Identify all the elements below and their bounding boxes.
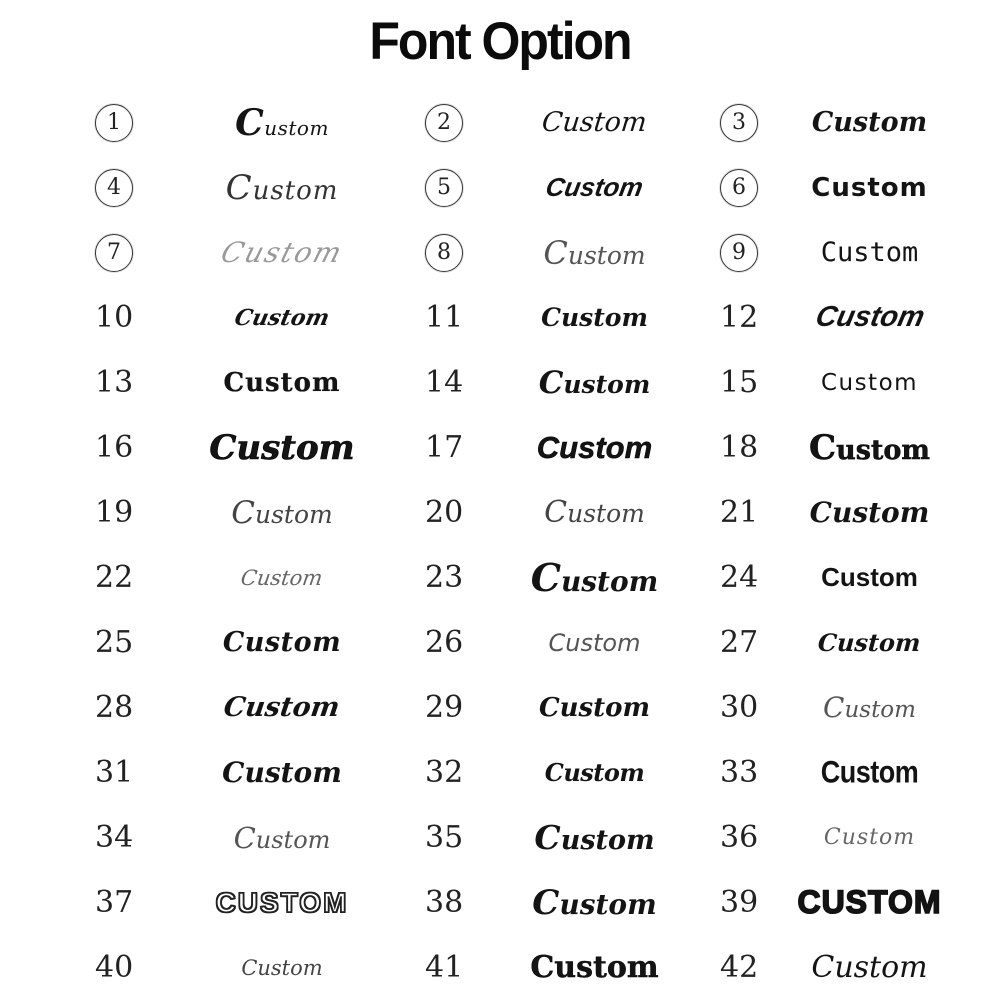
font-sample-23-looping-bold-script: Custom <box>530 555 659 600</box>
font-option-number: 12 <box>720 300 759 335</box>
font-sample-19-elegant-script: Custom <box>231 494 333 531</box>
font-sample-16-heavy-script: Custom <box>209 427 355 468</box>
font-option-item-23 <box>425 545 720 610</box>
font-sample-42-italic-serif: Custom <box>811 950 928 985</box>
font-option-item-11 <box>425 285 720 350</box>
font-option-item-9 <box>720 220 975 285</box>
font-sample-20-light-italic-script: Custom <box>544 495 645 530</box>
font-option-item-29 <box>425 675 720 740</box>
font-sample-28-bold-italic-script: Custom <box>222 692 342 723</box>
font-option-item-6 <box>720 155 975 220</box>
font-option-item-41 <box>425 935 720 1000</box>
font-option-number: 24 <box>720 560 759 595</box>
font-sample-12-bold-marker-italic: Custom <box>812 301 927 333</box>
font-option-number: 25 <box>95 625 134 660</box>
font-option-number: 2 <box>425 104 483 142</box>
font-option-number: 37 <box>95 885 134 920</box>
font-option-item-26 <box>425 610 720 675</box>
font-sample-41-heavy-serif: Custom <box>530 950 659 985</box>
font-option-item-17 <box>425 415 720 480</box>
font-option-number: 11 <box>425 300 464 335</box>
font-option-item-10 <box>95 285 425 350</box>
font-option-number: 33 <box>720 755 759 790</box>
font-option-number: 3 <box>720 104 778 142</box>
font-sample-21-bold-script: Custom <box>809 496 930 529</box>
font-option-item-32 <box>425 740 720 805</box>
font-sample-9-typewriter-mono: Custom <box>820 237 919 268</box>
font-option-item-35 <box>425 805 720 870</box>
font-sample-15-quirky-handwritten: Custom <box>820 369 919 396</box>
font-option-number: 7 <box>95 234 153 272</box>
font-option-item-42 <box>720 935 975 1000</box>
font-option-item-20 <box>425 480 720 545</box>
font-sample-2-italic-script: Custom <box>540 107 649 138</box>
font-option-number: 29 <box>425 690 464 725</box>
font-sample-7-thin-signature-script: Custom <box>217 236 347 269</box>
font-option-number: 15 <box>720 365 759 400</box>
font-option-number: 13 <box>95 365 134 400</box>
font-sample-31-upright-bold-script: Custom <box>222 756 342 789</box>
font-option-item-38 <box>425 870 720 935</box>
font-sample-5-bold-brush-script: Custom <box>543 172 646 202</box>
font-sample-22-casual-handwritten-script: Custom <box>239 565 325 590</box>
font-option-item-34 <box>95 805 425 870</box>
font-option-number: 30 <box>720 690 759 725</box>
font-option-item-36 <box>720 805 975 870</box>
font-option-item-15 <box>720 350 975 415</box>
font-sample-11-bold-script: Custom <box>541 303 648 332</box>
font-option-grid <box>95 90 975 1000</box>
page-title: Font Option <box>369 11 631 71</box>
font-option-item-16 <box>95 415 425 480</box>
font-sample-17-heavy-italic-sans: Custom <box>536 429 653 465</box>
font-sample-6-retro-rounded: Custom <box>811 172 928 203</box>
font-option-number: 38 <box>425 885 464 920</box>
font-option-number: 20 <box>425 495 464 530</box>
font-option-number: 35 <box>425 820 464 855</box>
font-option-number: 23 <box>425 560 464 595</box>
font-option-item-39 <box>720 870 975 935</box>
font-option-item-1 <box>95 90 425 155</box>
font-option-number: 40 <box>95 950 134 985</box>
font-option-number: 42 <box>720 950 759 985</box>
font-option-number: 4 <box>95 169 153 207</box>
font-option-item-33 <box>720 740 975 805</box>
font-option-item-13 <box>95 350 425 415</box>
font-option-number: 41 <box>425 950 464 985</box>
font-sample-38-bold-flowing-script: Custom <box>532 882 657 923</box>
font-sample-8-light-script: Custom <box>543 233 646 272</box>
font-option-number: 1 <box>95 104 153 142</box>
font-option-item-12 <box>720 285 975 350</box>
font-option-item-7 <box>95 220 425 285</box>
font-option-item-2 <box>425 90 720 155</box>
font-sample-25-bold-round-script: Custom <box>222 627 342 658</box>
font-sample-1-script-swash-initial: Custom <box>235 101 329 144</box>
font-sample-33-condensed-gothic: Custom <box>820 754 919 790</box>
font-sample-29-bold-script: Custom <box>538 692 651 723</box>
font-option-item-37 <box>95 870 425 935</box>
font-sample-3-bold-script: Custom <box>811 107 928 138</box>
font-sample-18-retro-cooper-swash: Custom <box>809 427 930 468</box>
font-option-number: 31 <box>95 755 134 790</box>
font-sample-35-swash-bold-script: Custom <box>534 818 655 857</box>
font-sample-30-delicate-script: Custom <box>823 691 916 724</box>
font-option-item-4 <box>95 155 425 220</box>
font-option-number: 39 <box>720 885 759 920</box>
font-sample-24-bold-sans: Custom <box>821 562 918 592</box>
font-option-number: 5 <box>425 169 483 207</box>
font-sample-40-small-script: Custom <box>241 955 323 980</box>
font-sample-27-medium-script: Custom <box>817 628 922 657</box>
font-option-item-25 <box>95 610 425 675</box>
font-sample-37-varsity-outline-caps: CUSTOM <box>215 886 349 918</box>
font-option-number: 9 <box>720 234 778 272</box>
font-option-number: 34 <box>95 820 134 855</box>
font-option-item-8 <box>425 220 720 285</box>
font-option-item-31 <box>95 740 425 805</box>
font-option-number: 19 <box>95 495 134 530</box>
font-option-number: 10 <box>95 300 134 335</box>
font-option-number: 26 <box>425 625 464 660</box>
font-option-number: 16 <box>95 430 134 465</box>
font-option-number: 22 <box>95 560 134 595</box>
font-option-number: 17 <box>425 430 464 465</box>
font-sample-36-thin-italic-script: Custom <box>823 825 916 850</box>
font-option-item-28 <box>95 675 425 740</box>
font-option-number: 32 <box>425 755 464 790</box>
font-option-item-5 <box>425 155 720 220</box>
font-option-item-22 <box>95 545 425 610</box>
font-sample-10-compact-brush-script: Custom <box>232 304 332 331</box>
font-option-item-3 <box>720 90 975 155</box>
font-option-item-27 <box>720 610 975 675</box>
font-option-number: 18 <box>720 430 759 465</box>
font-option-number: 36 <box>720 820 759 855</box>
font-option-item-18 <box>720 415 975 480</box>
font-option-item-19 <box>95 480 425 545</box>
font-option-number: 27 <box>720 625 759 660</box>
font-option-number: 21 <box>720 495 759 530</box>
font-option-number: 6 <box>720 169 778 207</box>
font-option-number: 8 <box>425 234 483 272</box>
font-sample-39-heavy-rounded-caps: CUSTOM <box>797 884 942 920</box>
font-sample-34-light-script: Custom <box>233 820 331 855</box>
font-option-item-40 <box>95 935 425 1000</box>
font-option-number: 28 <box>95 690 134 725</box>
font-option-number: 14 <box>425 365 464 400</box>
font-option-item-14 <box>425 350 720 415</box>
font-option-item-30 <box>720 675 975 740</box>
font-option-item-21 <box>720 480 975 545</box>
font-sample-32-compact-bold-script: Custom <box>544 758 645 787</box>
font-sample-13-blackletter-old-english: Custom <box>223 367 341 398</box>
font-sample-26-monoline-script: Custom <box>548 628 641 657</box>
font-option-item-24 <box>720 545 975 610</box>
font-sample-4-formal-calligraphy: Custom <box>225 167 339 208</box>
font-sample-14-swash-tilde-script: Custom <box>538 364 651 401</box>
